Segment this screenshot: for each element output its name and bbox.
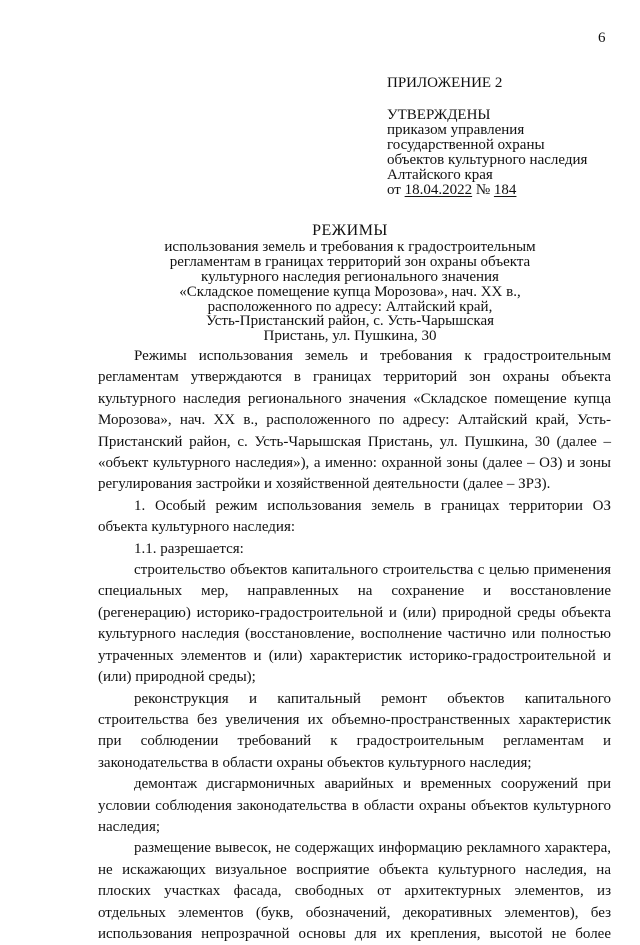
approved-heading: УТВЕРЖДЕНЫ — [387, 107, 491, 123]
body-paragraph-signage: размещение вывесок, не содержащих информацию рекламного характера, не искажающих визуальное восприятие объекта культурного наследия, на плоских участках фасада, свободных от архитектурных элементов, из отдельных элементов (букв, обозначений, декоративных элементов), без использования непрозрачной основы для их крепления, высотой не более — [98, 840, 611, 942]
order-date: 18.04.2022 — [404, 182, 473, 198]
page-number: 6 — [598, 30, 606, 46]
subtitle-line: Пристань, ул. Пушкина, 30 — [263, 328, 437, 345]
body-paragraph-construction: строительство объектов капитального строительства с целью применения специальных мер, направленных на сохранение и восстановление (регенерацию) историко-градостроительной и (или) природной среды объекта культурного наследия (восстановление, восполнение частично или полностью утраченных элементов и (или) характеристик историко-градостроительной и (или) природной среды); — [98, 562, 611, 686]
order-number: 184 — [493, 182, 517, 198]
approved-line: государственной охраны — [387, 137, 545, 153]
document-title-block — [150, 224, 550, 344]
appendix-approval-block — [387, 76, 627, 198]
subtitle-line: Усть-Пристанский район, с. Усть-Чарышская — [205, 313, 495, 330]
body-paragraph-1-1: 1.1. разрешается: — [134, 540, 244, 557]
subtitle-line: «Складское помещение купца Морозова», нач. XX в., — [179, 283, 521, 300]
body-paragraph-intro: Режимы использования земель и требования к градостроительным регламентам утверждаются в границах территорий зон охраны объекта культурного наследия регионального значения «Складское помещение купца Морозова», нач. XX в., расположенного по адресу: Алтайский край, Усть-Пристанский район, с. Усть-Чарышская Пристань, ул. Пушкина, 30 (далее – «объект культурного наследия»), а именно: охранной зоны (далее – ОЗ) и зоны регулирования застройки и хозяйственной деятельности (далее – ЗРЗ). — [98, 348, 611, 493]
body-paragraph-reconstruction: реконструкция и капитальный ремонт объектов капитального строительства без увеличения их объемно-пространственных характеристик при соблюдении требований к градостроительным регламентам и законодательства в области охраны объектов культурного наследия; — [98, 690, 611, 771]
date-prefix: от — [387, 182, 405, 198]
subtitle-line: культурного наследия регионального значения — [201, 268, 499, 285]
appendix-title: ПРИЛОЖЕНИЕ 2 — [387, 75, 503, 91]
body-paragraph-demolition: демонтаж дисгармоничных аварийных и временных сооружений при условии соблюдения законодательства в области охраны объектов культурного наследия; — [98, 776, 611, 835]
subtitle-line: расположенного по адресу: Алтайский край, — [207, 298, 493, 315]
subtitle-line: использования земель и требования к градостроительным — [164, 238, 536, 255]
order-date-number-line — [387, 183, 627, 198]
approved-line: объектов культурного наследия — [387, 152, 588, 168]
approved-line: Алтайского края — [387, 167, 493, 183]
subtitle-line: регламентам в границах территорий зон охраны объекта — [169, 253, 531, 270]
body-paragraph-section-1: 1. Особый режим использования земель в границах территории ОЗ объекта культурного наследия: — [98, 497, 611, 536]
approved-line: приказом управления — [387, 122, 525, 138]
document-body — [98, 346, 611, 945]
number-prefix: № — [472, 182, 494, 198]
document-title: РЕЖИМЫ — [312, 222, 388, 239]
